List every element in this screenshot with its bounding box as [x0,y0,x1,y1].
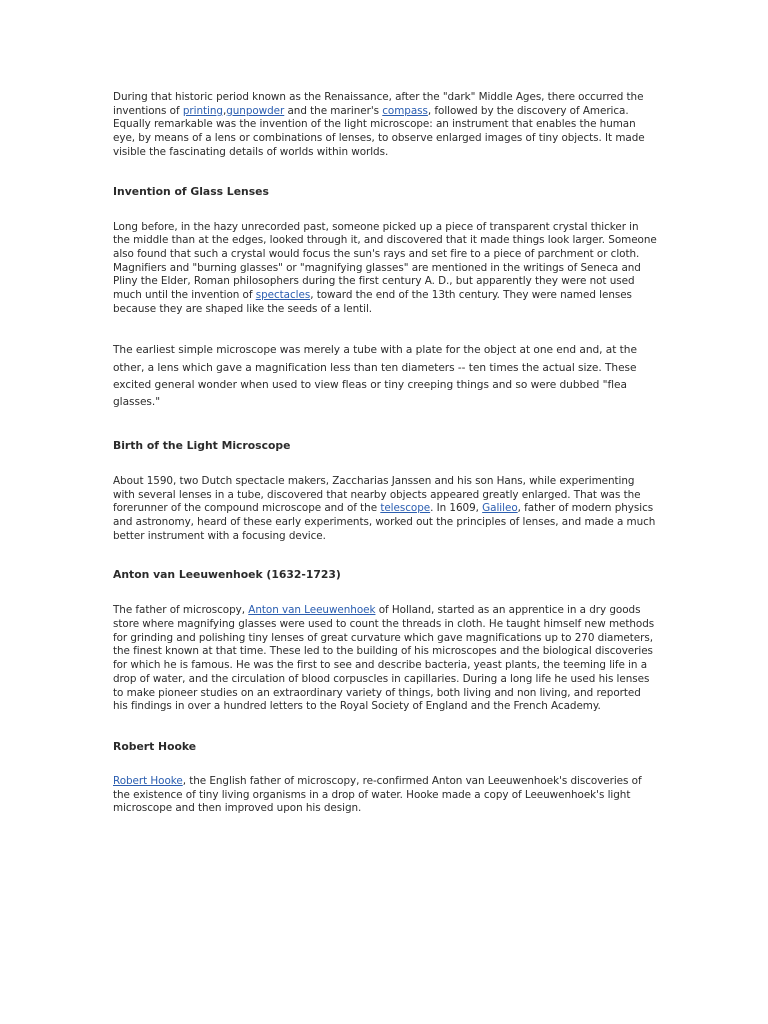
compass-link[interactable]: compass [382,104,428,117]
simple-microscope-paragraph: The earliest simple microscope was merely a tube with a plate for the object at one end and, at the other, a lens which gave a magnification less than ten diameters -- ten times the actual size. These excited general wonder when used to view fleas or tiny creeping things and so were dubbed "flea glasses." [113,344,637,408]
hooke-heading: Robert Hooke [113,739,197,753]
leeuwenhoek-text-2: of Holland, started as an apprentice in a dry goods store where magnifying glasses were used to count the threads in cloth. He taught himself new methods for grinding and polishing tiny lenses of great curvature which gave magnifications up to 270 diameters, the finest known at that time. These led to the building of his microscopes and the biological discoveries for which he is famous. He was the first to see and describe bacteria, yeast plants, the teeming life in a drop of water, and the circulation of blood corpuscles in capillaries. During a long life he used his lenses to make pioneer studies on an extraordinary variety of things, both living and non living, and reported his findings in over a hundred letters to the Royal Society of England and the French Academy. [113,604,655,713]
printing-link[interactable]: printing [182,104,223,117]
document-page [113,91,658,816]
leeuwenhoek-text-1: The father of microscopy, [113,604,249,617]
light-microscope-text-3: , father of modern physics and astronomy, heard of these early experiments, worked out the principles of lenses, and made a much better instrument with a focusing device. [113,502,656,542]
spectacles-link[interactable]: spectacles [255,289,311,302]
intro-paragraph [113,91,658,160]
glass-lenses-paragraph [113,221,658,317]
leeuwenhoek-paragraph [113,604,658,714]
glass-lenses-heading: Invention of Glass Lenses [113,184,269,198]
intro-text-1: During that historic period known as the Renaissance, after the "dark" Middle Ages, there occurred the inventions of [113,91,644,117]
hooke-text-1: , the English father of microscopy, re-confirmed Anton van Leeuwenhoek's discoveries of the existence of tiny living organisms in a drop of water. Hooke made a copy of Leeuwenhoek's light microscope and then improved upon his design. [113,774,642,815]
intro-text-3: and the mariner's [284,104,383,117]
light-microscope-text-2: . In 1609, [430,502,483,515]
leeuwenhoek-heading: Anton van Leeuwenhoek (1632-1723) [113,568,341,582]
hooke-paragraph [113,775,658,816]
light-microscope-heading: Birth of the Light Microscope [113,438,291,452]
intro-text-2: , [222,104,227,117]
intro-text-4: , followed by the discovery of America. Equally remarkable was the invention of the light microscope: an instrument that enables the human eye, by means of a lens or combinations of lenses, to observe enlarged images of tiny objects. It made visible the fascinating details of worlds within worlds. [113,104,645,158]
robert-hooke-link[interactable]: Robert Hooke [113,774,183,787]
glass-lenses-text-2: , toward the end of the 13th century. They were named lenses because they are shaped like the seeds of a lentil. [113,289,632,315]
telescope-link[interactable]: telescope [380,502,431,515]
light-microscope-paragraph [113,475,658,544]
glass-lenses-text-1: Long before, in the hazy unrecorded past, someone picked up a piece of transparent crystal thicker in the middle than at the edges, looked through it, and discovered that it made things look larger. Someone also found that such a crystal would focus the sun's rays and set fire to a piece of parchment or cloth. Magnifiers and "burning glasses" or "magnifying glasses" are mentioned in the writings of Seneca and Pliny the Elder, Roman philosophers during the first century A. D., but apparently they were not used much until the invention of [113,220,657,302]
galileo-link[interactable]: Galileo [482,502,518,515]
gunpowder-link[interactable]: gunpowder [226,104,285,117]
leeuwenhoek-link[interactable]: Anton van Leeuwenhoek [248,604,376,617]
light-microscope-text-1: About 1590, two Dutch spectacle makers, Zaccharias Janssen and his son Hans, while experimenting with several lenses in a tube, discovered that nearby objects appeared greatly enlarged. That was the forerunner of the compound microscope and of the [113,474,641,515]
